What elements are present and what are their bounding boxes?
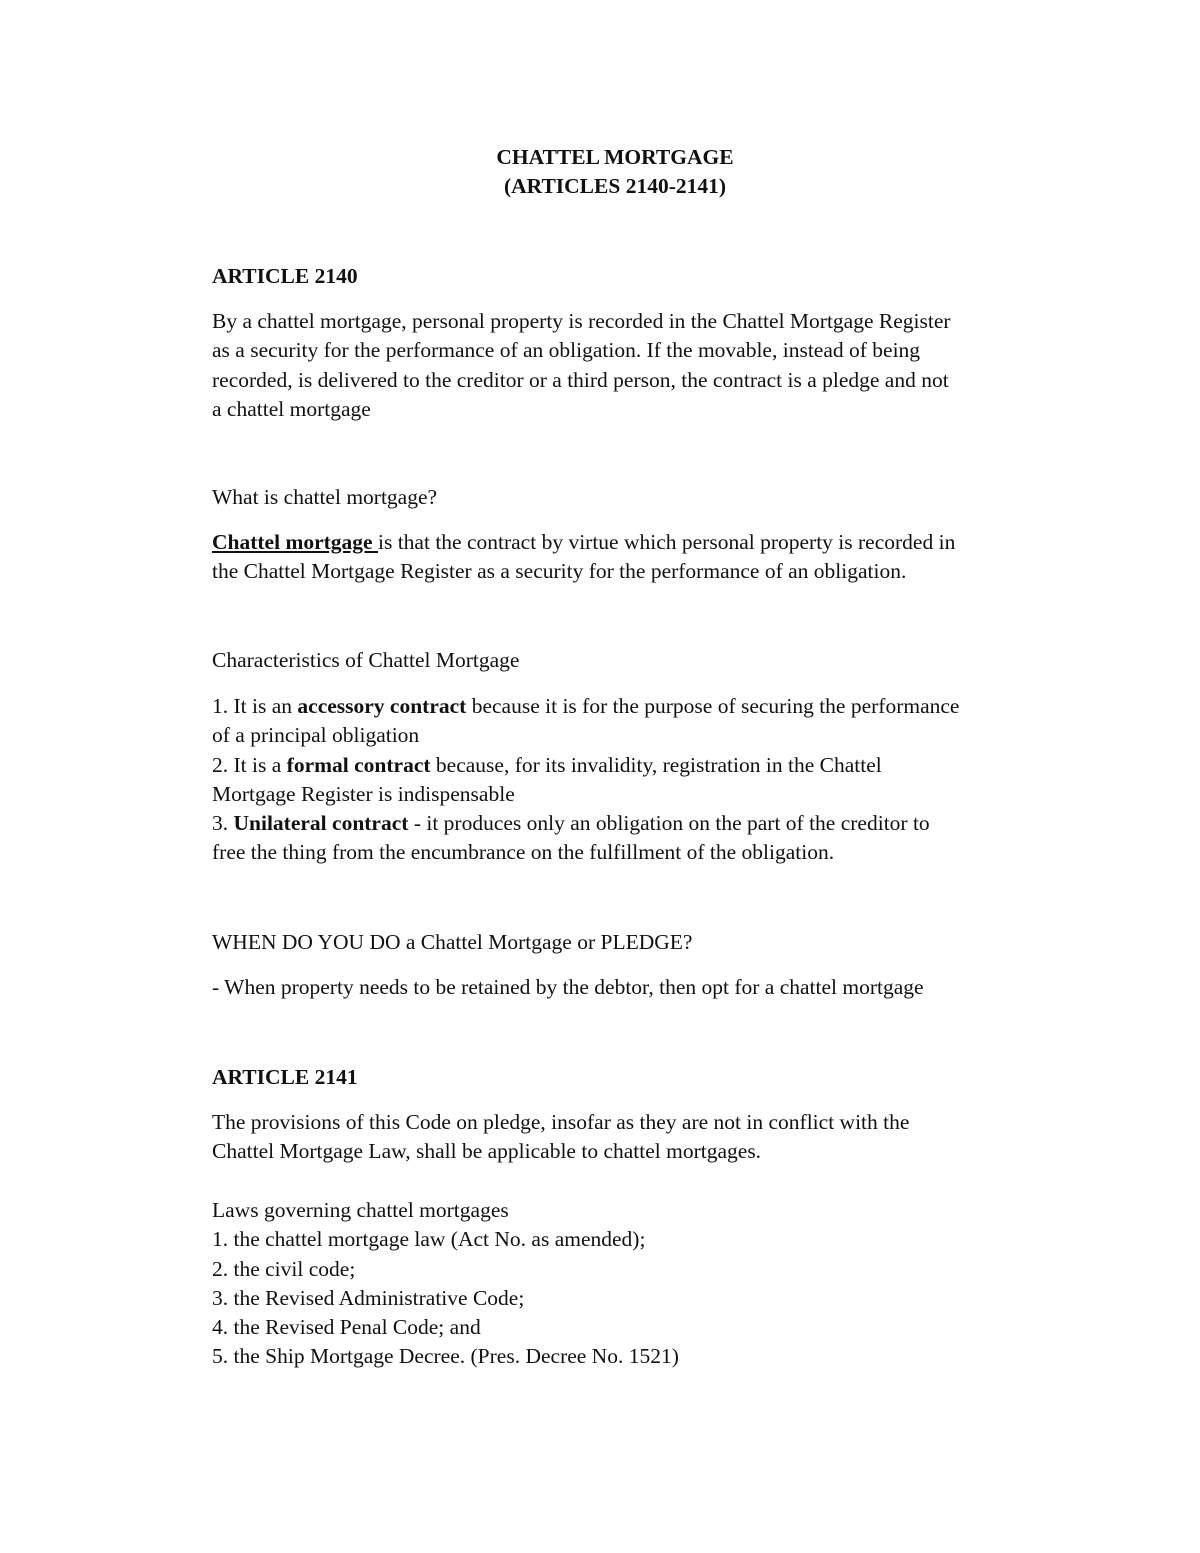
characteristic-item-3 — [212, 809, 1042, 838]
item-3-term: Unilateral contract — [233, 811, 409, 836]
item-1-rest: because it is for the purpose of securing the performance — [466, 694, 960, 718]
definition-text — [212, 528, 1042, 587]
article-2140-line: By a chattel mortgage, personal property is recorded in the Chattel Mortgage Register — [212, 309, 951, 333]
definition-term: Chattel mortgage — [212, 530, 378, 554]
article-2140-text — [212, 307, 1042, 424]
article-2141-text — [212, 1108, 1042, 1167]
article-2141-line: Chattel Mortgage Law, shall be applicable to chattel mortgages. — [212, 1139, 762, 1164]
law-item: 3. the Revised Administrative Code; — [212, 1285, 525, 1310]
definition-question: What is chattel mortgage? — [212, 485, 438, 509]
when-answer: - When property needs to be retained by the debtor, then opt for a chattel mortgage — [212, 975, 924, 999]
characteristic-item-2-cont: Mortgage Register is indispensable — [212, 781, 515, 806]
item-2-prefix: 2. It is a — [212, 752, 287, 777]
characteristic-item-2 — [212, 751, 1042, 780]
when-question: WHEN DO YOU DO a Chattel Mortgage or PLEDGE? — [212, 930, 693, 954]
definition-line-1 — [212, 528, 1042, 557]
characteristic-item-3-cont: free the thing from the encumbrance on the fulfillment of the obligation. — [212, 840, 835, 865]
definition-line-2: the Chattel Mortgage Register as a security for the performance of an obligation. — [212, 559, 907, 584]
article-2140-heading: ARTICLE 2140 — [212, 264, 358, 288]
article-2140-line: as a security for the performance of an obligation. If the movable, instead of being — [212, 338, 921, 363]
characteristics-heading: Characteristics of Chattel Mortgage — [212, 648, 520, 672]
law-item: 1. the chattel mortgage law (Act No. as amended); — [212, 1227, 646, 1252]
title-line-2: (ARTICLES 2140-2141) — [503, 174, 727, 199]
article-2141-line: The provisions of this Code on pledge, insofar as they are not in conflict with the — [212, 1110, 910, 1134]
law-item: 5. the Ship Mortgage Decree. (Pres. Decree No. 1521) — [212, 1344, 679, 1369]
characteristic-item-1 — [212, 692, 1042, 721]
article-2140-line: recorded, is delivered to the creditor or a third person, the contract is a pledge and not — [212, 367, 949, 392]
item-3-prefix: 3. — [212, 811, 234, 836]
article-2141-heading: ARTICLE 2141 — [212, 1065, 358, 1089]
laws-list — [212, 1196, 1042, 1372]
law-item: 2. the civil code; — [212, 1256, 356, 1281]
item-3-rest: - it produces only an obligation on the part of the creditor to — [408, 811, 930, 836]
item-2-term: formal contract — [286, 752, 431, 777]
document-title — [0, 143, 1200, 202]
item-2-rest: because, for its invalidity, registration in the Chattel — [430, 752, 882, 777]
law-item: 4. the Revised Penal Code; and — [212, 1315, 481, 1340]
article-2140-line: a chattel mortgage — [212, 396, 371, 421]
characteristic-item-1-cont: of a principal obligation — [212, 723, 420, 748]
laws-heading: Laws governing chattel mortgages — [212, 1198, 509, 1222]
title-line-1: CHATTEL MORTGAGE — [496, 145, 734, 169]
item-1-prefix: 1. It is an — [212, 694, 298, 718]
definition-line-1-rest: is that the contract by virtue which personal property is recorded in — [377, 530, 956, 554]
item-1-term: accessory contract — [297, 694, 467, 718]
characteristics-list — [212, 692, 1042, 868]
